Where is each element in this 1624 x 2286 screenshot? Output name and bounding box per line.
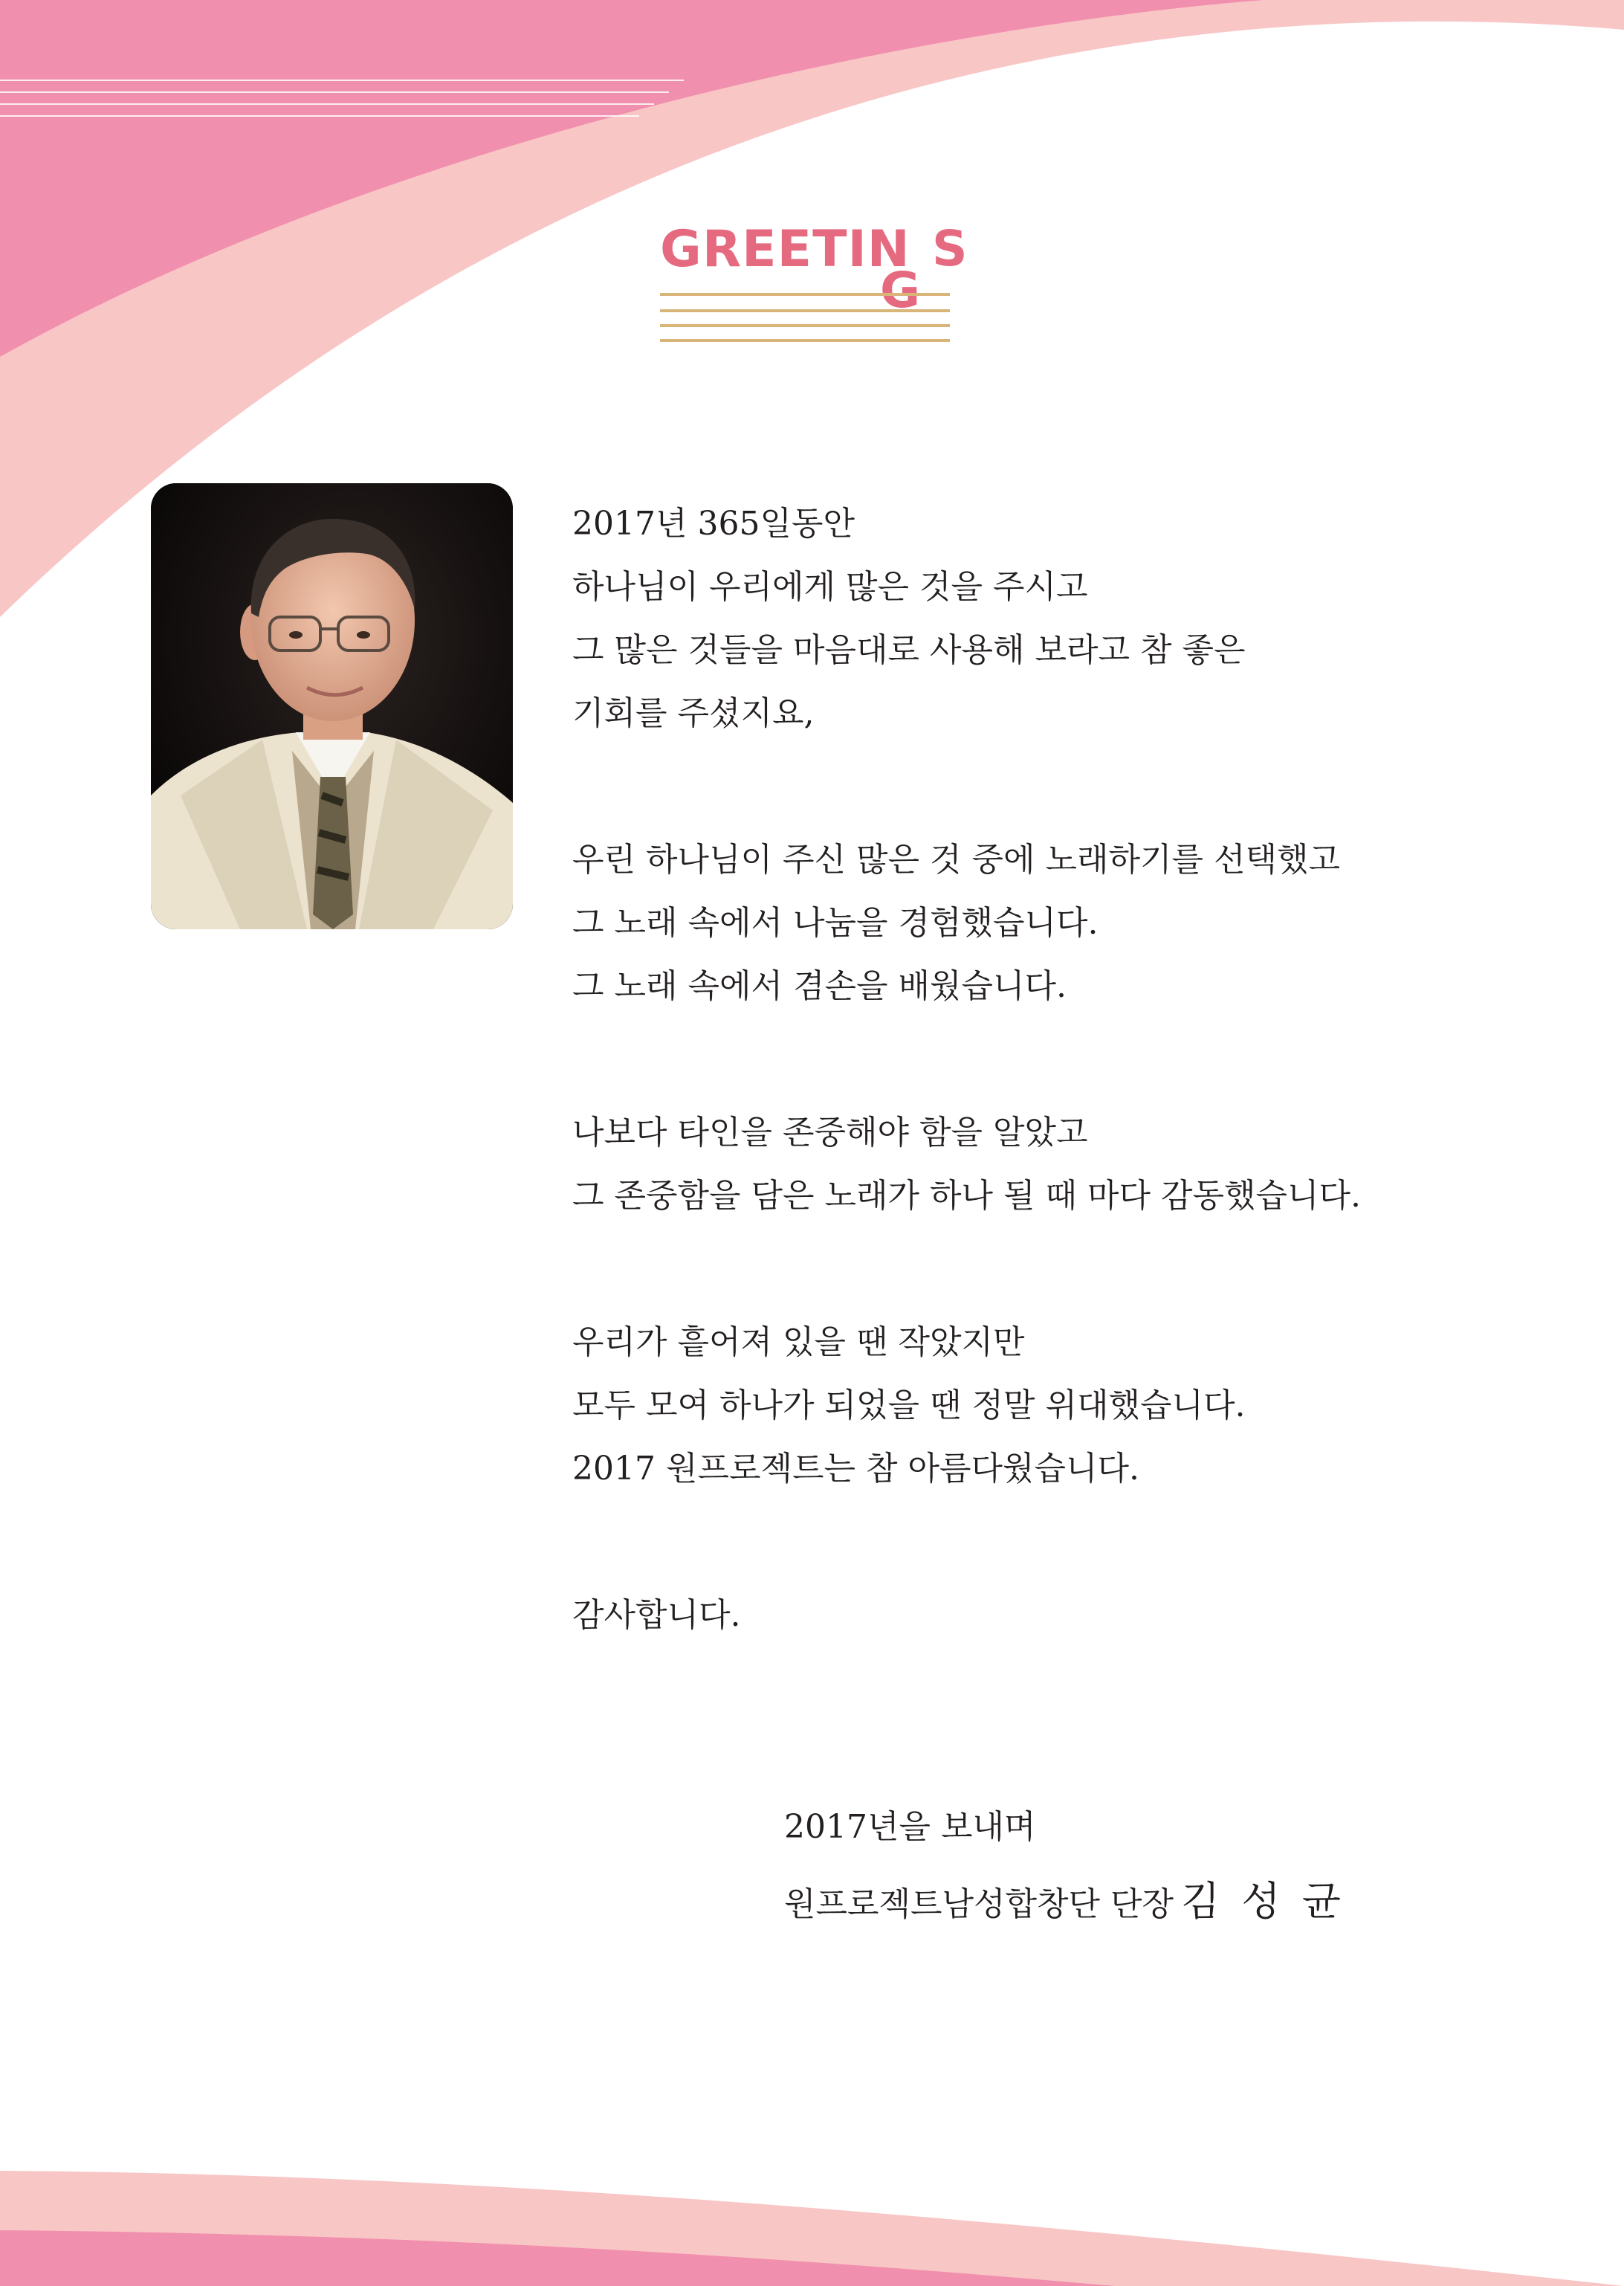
letter-line: 감사합니다. bbox=[572, 1596, 741, 1634]
logo-main-text: GREETIN bbox=[660, 220, 910, 279]
letter-paragraph bbox=[572, 1101, 1479, 1227]
letter-paragraph bbox=[572, 828, 1479, 1018]
greeting-letter bbox=[572, 492, 1479, 1647]
signature-name: 김 성 균 bbox=[1181, 1878, 1345, 1925]
letter-paragraph bbox=[572, 1583, 1479, 1647]
portrait-icon bbox=[151, 483, 513, 929]
letter-paragraph bbox=[572, 492, 1479, 745]
portrait-photo bbox=[151, 483, 513, 929]
letter-line: 2017 원프로젝트는 참 아름다웠습니다. bbox=[572, 1450, 1139, 1488]
letter-line: 우린 하나님이 주신 많은 것 중에 노래하기를 선택했고 bbox=[572, 841, 1340, 879]
music-staff-icon bbox=[660, 290, 950, 342]
letter-line: 우리가 흩어져 있을 땐 작았지만 bbox=[572, 1323, 1025, 1361]
signature-line bbox=[784, 1864, 1345, 1942]
letter-line: 나보다 타인을 존중해야 함을 알았고 bbox=[572, 1114, 1088, 1152]
greetings-logo bbox=[660, 220, 972, 349]
letter-line: 그 많은 것들을 마음대로 사용해 보라고 참 좋은 bbox=[572, 631, 1246, 669]
closing-signature bbox=[784, 1790, 1345, 1942]
logo-dropped-letter: G bbox=[880, 262, 921, 319]
letter-line: 그 노래 속에서 나눔을 경험했습니다. bbox=[572, 904, 1099, 942]
signature-title: 원프로젝트남성합창단 단장 bbox=[784, 1885, 1174, 1923]
letter-line: 그 노래 속에서 겸손을 배웠습니다. bbox=[572, 967, 1067, 1005]
letter-line: 2017년 365일동안 bbox=[572, 505, 855, 543]
letter-line: 그 존중함을 담은 노래가 하나 될 때 마다 감동했습니다. bbox=[572, 1177, 1361, 1215]
letter-line: 모두 모여 하나가 되었을 땐 정말 위대했습니다. bbox=[572, 1386, 1246, 1424]
letter-line: 하나님이 우리에게 많은 것을 주시고 bbox=[572, 568, 1088, 606]
logo-last-letter: S bbox=[932, 220, 968, 277]
letter-paragraph bbox=[572, 1311, 1479, 1500]
letter-line: 기회를 주셨지요, bbox=[572, 694, 815, 732]
closing-line: 2017년을 보내며 bbox=[784, 1808, 1036, 1846]
